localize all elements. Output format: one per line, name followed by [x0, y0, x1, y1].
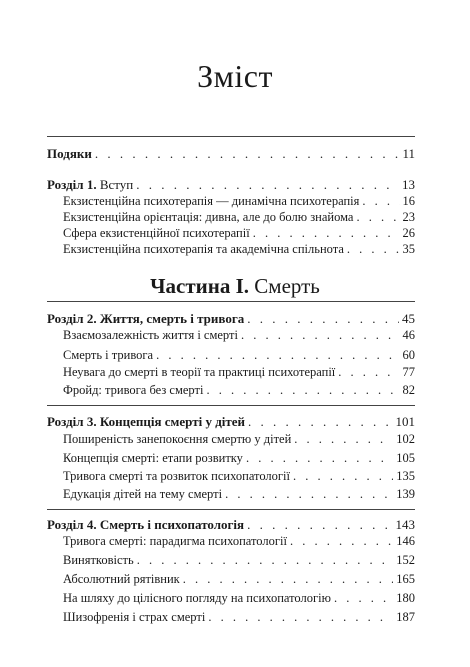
toc-item-label: Екзистенційна орієнтація: дивна, але до болю знайома [63, 210, 354, 224]
leader-dots [183, 571, 394, 587]
divider [47, 405, 415, 406]
toc-page-number: 139 [396, 487, 415, 501]
toc-item[interactable] [63, 193, 415, 209]
toc-item-label: Едукація дітей на тему смерті [63, 487, 223, 501]
toc-item-label: Екзистенційна психотерапія — динамічна психотерапія [63, 194, 360, 208]
leader-dots [362, 193, 399, 209]
toc-chapter-label: Розділ 4. Смерть і психопатологія [47, 517, 245, 532]
toc-item[interactable] [63, 609, 415, 625]
toc-page-number: 13 [402, 177, 415, 192]
leader-dots [225, 486, 393, 502]
toc-entry-label: Подяки [47, 146, 92, 161]
toc-item-label: Абсолютний рятівник [63, 572, 180, 586]
toc-page-number: 146 [396, 534, 415, 548]
toc-chapter-1[interactable] [47, 177, 415, 193]
page-title: Зміст [197, 58, 273, 94]
toc-page-number: 180 [396, 591, 415, 605]
toc-item[interactable] [63, 241, 415, 257]
toc-chapter-4[interactable] [47, 517, 415, 533]
leader-dots [241, 327, 400, 343]
toc-item-label: Фройд: тривога без смерті [63, 383, 204, 397]
toc-page-number: 187 [396, 610, 415, 624]
toc-page-number: 143 [395, 517, 415, 532]
toc-item[interactable] [63, 209, 415, 225]
toc-chapter-3[interactable] [47, 414, 415, 430]
toc-page-number: 45 [402, 311, 415, 326]
leader-dots [290, 533, 393, 549]
toc-item[interactable] [63, 571, 415, 587]
leader-dots [208, 609, 393, 625]
leader-dots [334, 590, 393, 606]
toc-page-number: 46 [402, 328, 415, 342]
leader-dots [338, 364, 399, 380]
leader-dots [246, 450, 393, 466]
toc-chapter-2[interactable] [47, 311, 415, 327]
toc-page-number: 101 [395, 414, 415, 429]
toc-page-number: 60 [402, 348, 415, 362]
leader-dots [136, 177, 399, 193]
toc-item-label: Сфера екзистенційної психотерапії [63, 226, 250, 240]
toc-page-number: 16 [402, 194, 415, 208]
toc-page-number: 82 [402, 383, 415, 397]
leader-dots [294, 431, 393, 447]
part-title: Частина І. Смерть [150, 274, 320, 298]
leader-dots [247, 517, 392, 533]
leader-dots [95, 146, 400, 162]
leader-dots [206, 382, 399, 398]
toc-item-label: Поширеність занепокоєння смертю у дітей [63, 432, 292, 446]
toc-item[interactable] [63, 327, 415, 343]
leader-dots [356, 209, 399, 225]
toc-item[interactable] [63, 382, 415, 398]
leader-dots [247, 311, 399, 327]
toc-item[interactable] [63, 347, 415, 363]
toc-page-number: 105 [396, 451, 415, 465]
toc-chapter-label: Розділ 3. Концепція смерті у дітей [47, 414, 246, 429]
toc-item[interactable] [63, 468, 415, 484]
toc-page-number: 26 [402, 226, 415, 240]
toc-chapter-label: Розділ 2. Життя, смерть і тривога [47, 311, 245, 326]
toc-item[interactable] [63, 450, 415, 466]
toc-chapter-label: Розділ 1. Вступ [47, 177, 134, 192]
leader-dots [156, 347, 399, 363]
toc-page-number: 23 [402, 210, 415, 224]
toc-item[interactable] [63, 486, 415, 502]
toc-page-number: 77 [402, 365, 415, 379]
toc-item-label: Шизофренія і страх смерті [63, 610, 206, 624]
toc-item[interactable] [63, 225, 415, 241]
toc-item-label: Смерть і тривога [63, 348, 154, 362]
divider [47, 509, 415, 510]
toc-page-number: 11 [402, 146, 415, 161]
leader-dots [347, 241, 400, 257]
toc-item[interactable] [63, 552, 415, 568]
toc-item-label: Тривога смерті та розвиток психопатології [63, 469, 290, 483]
leader-dots [248, 414, 392, 430]
toc-entry-acknowledgements[interactable] [47, 146, 415, 162]
toc-item-label: Концепція смерті: етапи розвитку [63, 451, 243, 465]
leader-dots [293, 468, 393, 484]
toc-page-number: 35 [402, 242, 415, 256]
toc-page-number: 135 [396, 469, 415, 483]
toc-item-label: На шляху до цілісного погляду на психопатологію [63, 591, 331, 605]
toc-item-label: Тривога смерті: парадигма психопатології [63, 534, 287, 548]
divider [47, 136, 415, 137]
toc-item-label: Неувага до смерті в теорії та практиці психотерапії [63, 365, 336, 379]
toc-item-label: Взаємозалежність життя і смерті [63, 328, 238, 342]
leader-dots [137, 552, 394, 568]
leader-dots [253, 225, 400, 241]
toc-item[interactable] [63, 364, 415, 380]
toc-item[interactable] [63, 431, 415, 447]
toc-page-number: 102 [396, 432, 415, 446]
toc-item-label: Винятковість [63, 553, 134, 567]
toc-item[interactable] [63, 590, 415, 606]
toc-page-number: 165 [396, 572, 415, 586]
toc-page-number: 152 [396, 553, 415, 567]
divider [47, 301, 415, 302]
toc-item[interactable] [63, 533, 415, 549]
toc-item-label: Екзистенційна психотерапія та академічна спільнота [63, 242, 344, 256]
